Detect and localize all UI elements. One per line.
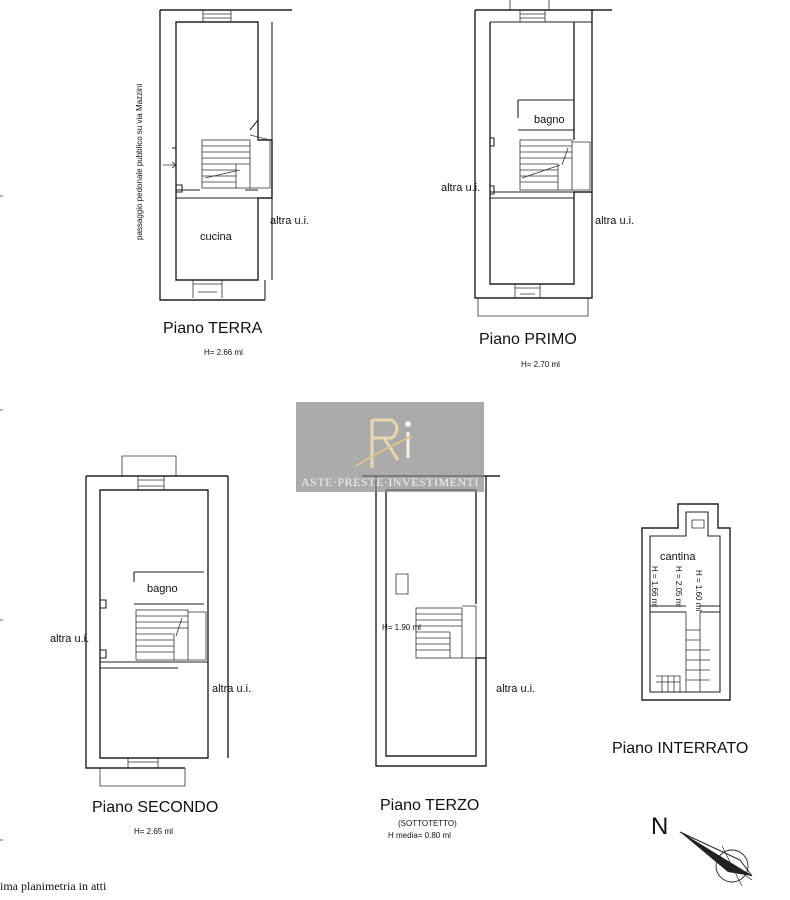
plan-piano-terra (135, 10, 309, 357)
inner-height-terzo: H= 1.90 ml (382, 623, 421, 632)
floor-subtitle-terzo: (SOTTOTETTO) (398, 819, 457, 828)
neighbor-right-primo: altra u.i. (595, 215, 635, 227)
plan-piano-interrato (612, 504, 748, 757)
neighbor-right-secondo: altra u.i. (212, 683, 252, 695)
plan-piano-secondo (50, 456, 251, 836)
plan-piano-terzo (362, 476, 535, 840)
cantina-height-3: H = 1.60 ml (694, 570, 703, 612)
neighbor-left-secondo: altra u.i. (50, 633, 90, 645)
cantina-height-2: H = 2.05 ml (674, 566, 683, 608)
edge-ticks (0, 196, 3, 840)
north-letter: N (651, 813, 669, 840)
footer-note: ima planimetria in atti (0, 879, 107, 893)
neighbor-left-primo: altra u.i. (441, 182, 481, 194)
room-label-bagno-primo: bagno (534, 114, 565, 126)
floor-height-primo: H= 2.70 ml (521, 360, 560, 369)
neighbor-label-terra: altra u.i. (270, 215, 310, 227)
floor-height-terra: H= 2.66 ml (204, 348, 243, 357)
north-compass (651, 813, 752, 886)
floor-title-secondo: Piano SECONDO (92, 799, 219, 816)
room-label-cantina: cantina (660, 551, 696, 563)
room-label-bagno-secondo: bagno (147, 583, 178, 595)
floor-height-secondo: H= 2.65 ml (134, 827, 173, 836)
room-label-cucina: cucina (200, 231, 232, 243)
watermark-text: ASTE·PRESTE·INVESTIMENTI (301, 475, 479, 489)
neighbor-right-terzo: altra u.i. (496, 683, 536, 695)
cantina-height-1: H = 1.66 ml (650, 566, 659, 608)
floor-title-interrato: Piano INTERRATO (612, 740, 749, 757)
watermark (296, 402, 484, 492)
floor-title-terra: Piano TERRA (163, 320, 263, 337)
floor-height-terzo: H media= 0.80 ml (388, 831, 451, 840)
floor-title-primo: Piano PRIMO (479, 331, 577, 348)
passage-label: passaggio pedonale pubblico su via Mazzini (135, 83, 144, 240)
plan-piano-primo (441, 0, 634, 369)
floor-title-terzo: Piano TERZO (380, 797, 480, 814)
